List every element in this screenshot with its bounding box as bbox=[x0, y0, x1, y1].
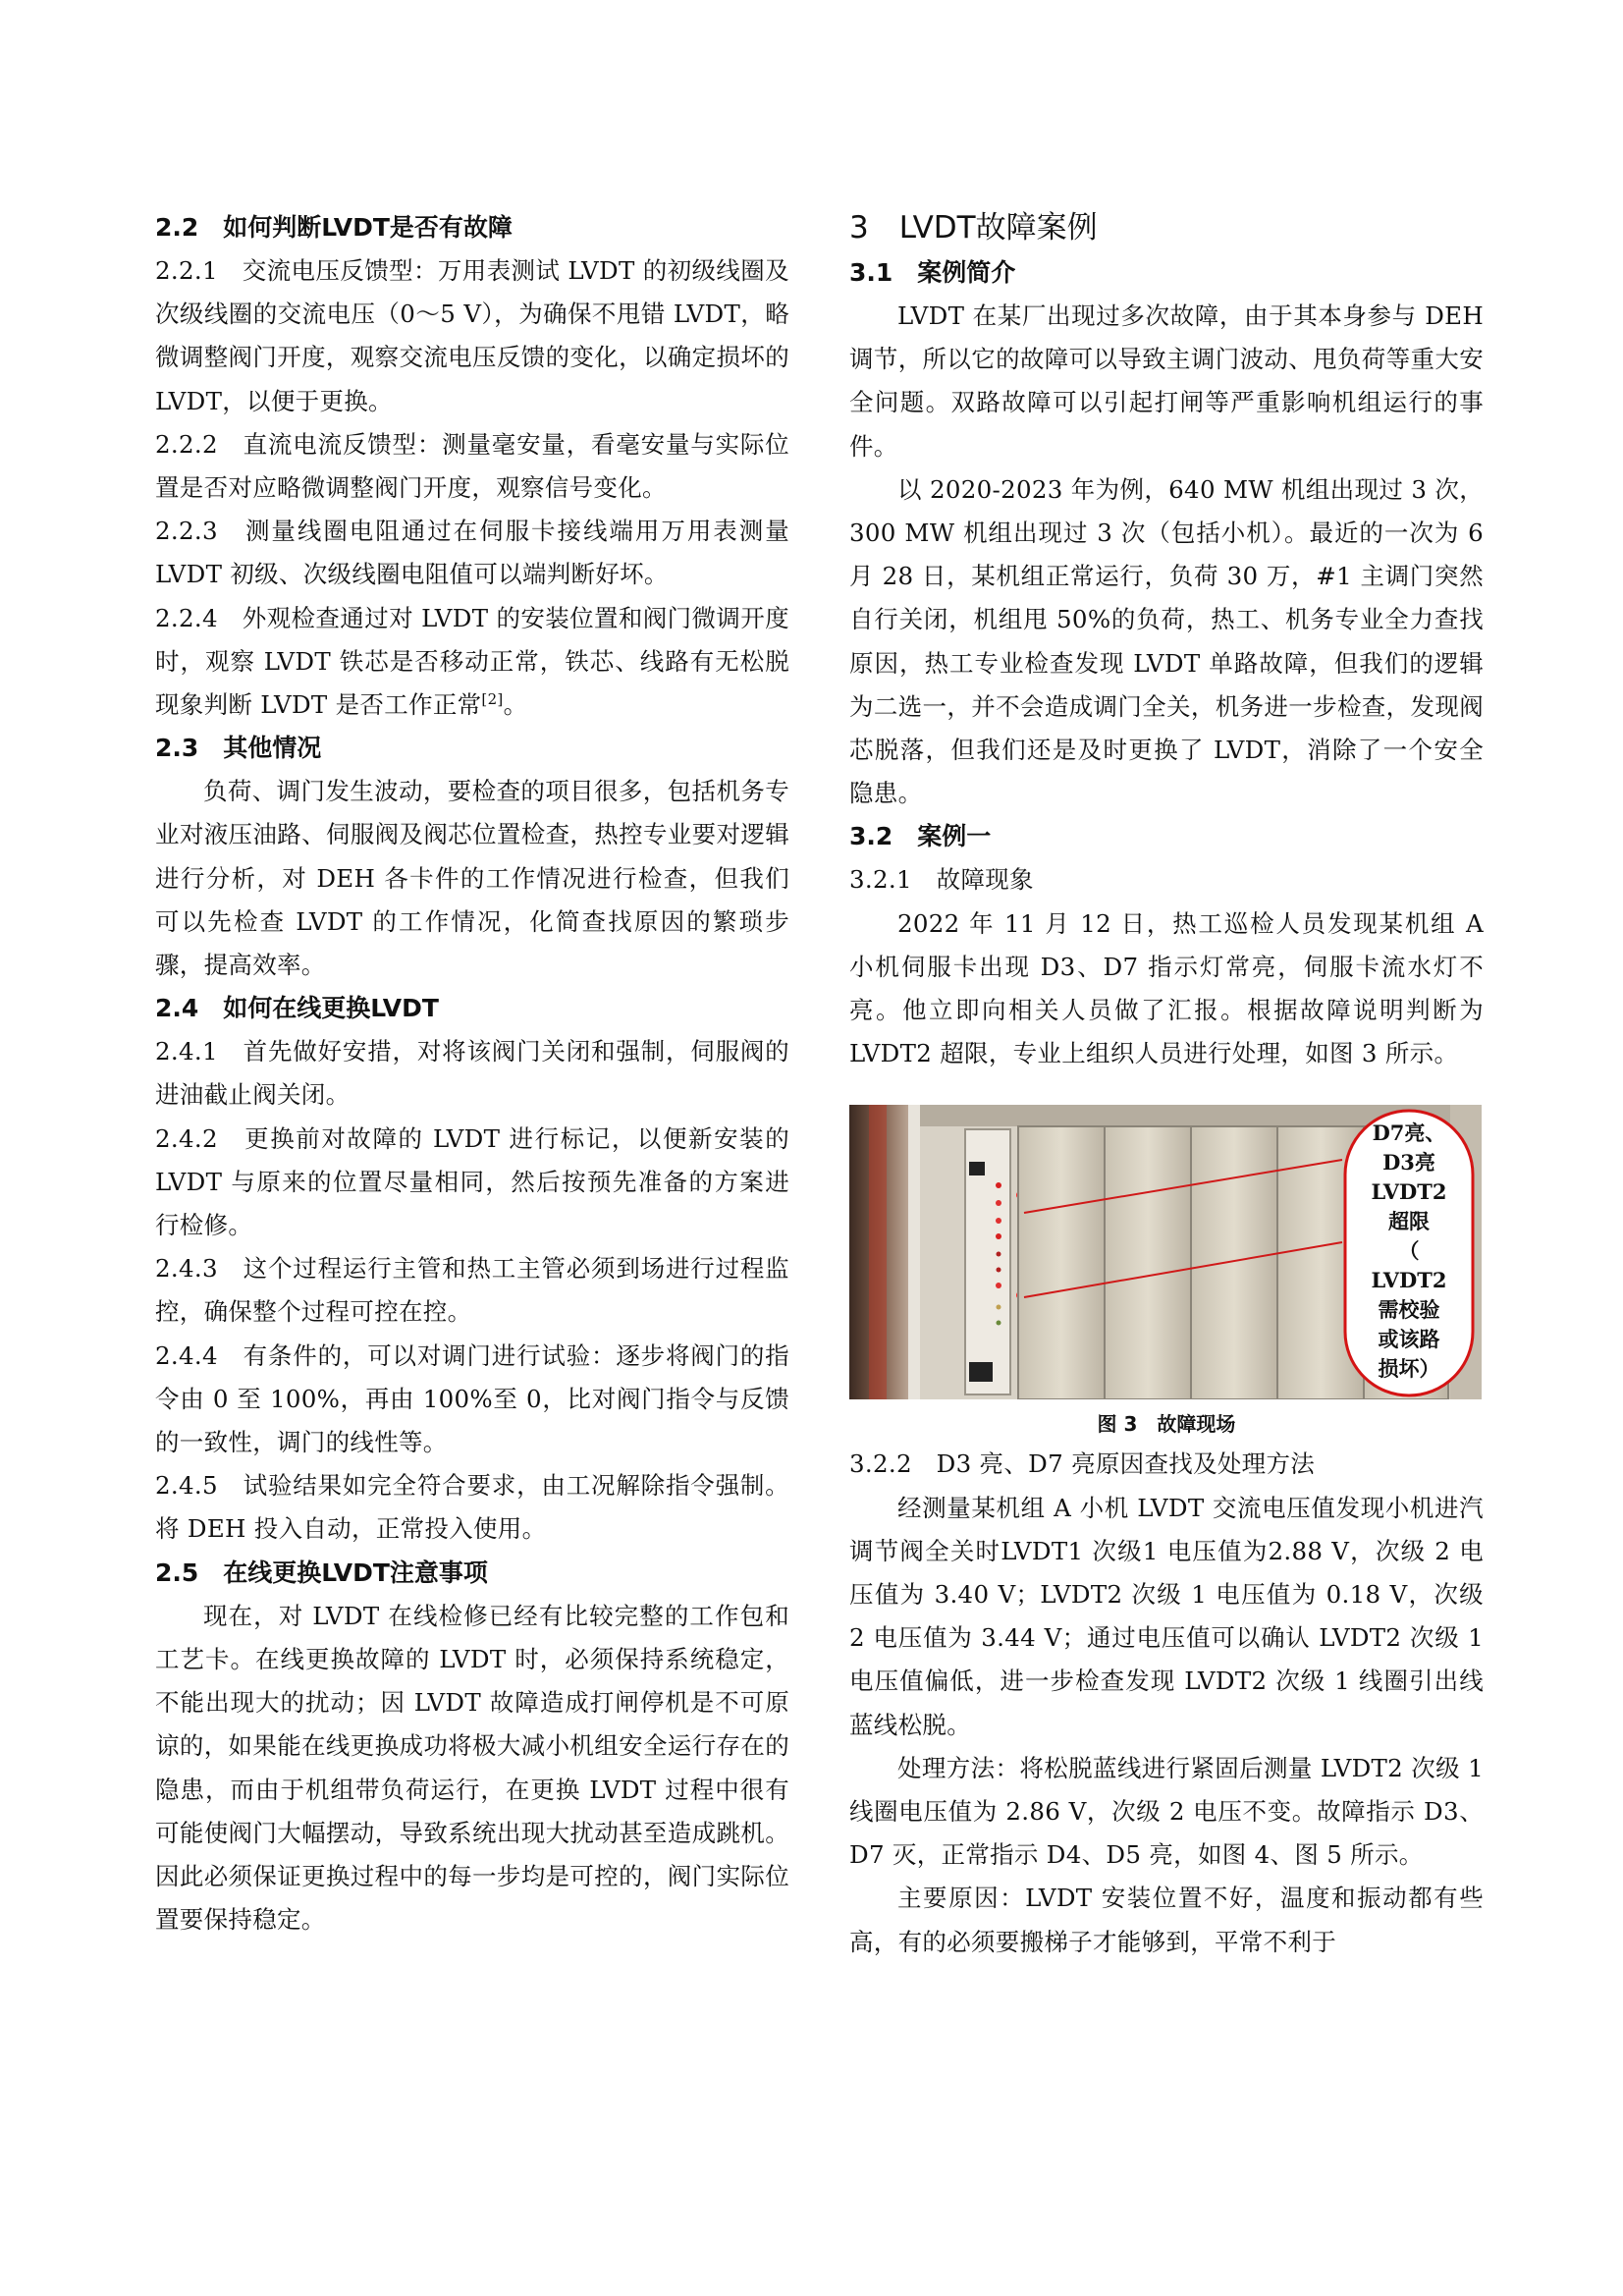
paragraph-2-5: 现在，对 LVDT 在线检修已经有比较完整的工作包和工艺卡。在线更换故障的 LVDT 时，必须保持系统稳定，不能出现大的扰动；因 LVDT 故障造成打闸停机是不可原谅的，如果能在线更换成功将极大减小机组安全运行存在的隐患，而由于机组带负荷运行，在更换 LVDT 过程中很有可能使阀门大幅摆动，导致系统出现大扰动甚至造成跳机。因此必须保证更换过程中的每一步均是可控的，阀门实际位置要保持稳定。 bbox=[155, 1601, 789, 1935]
left-column bbox=[155, 206, 789, 1941]
paragraph-3-2-2-c: 主要原因：LVDT 安装位置不好，温度和振动都有些高，有的必须要搬梯子才能够到，平常不利于 bbox=[849, 1884, 1484, 1956]
section-2-5-heading: 2.5 在线更换LVDT注意事项 bbox=[155, 1558, 488, 1587]
paragraph-3-2-2-b: 处理方法：将松脱蓝线进行紧固后测量 LVDT2 次级 1 线圈电压值为 2.86 V，次级 2 电压不变。故障指示 D3、D7 灭，正常指示 D4、D5 亮，如图 4、图 5 所示。 bbox=[849, 1753, 1484, 1870]
annotation-line-8: 或该路 bbox=[1378, 1327, 1440, 1352]
section-3-2-heading: 3.2 案例一 bbox=[849, 822, 992, 851]
paragraph-2-4-3: 2.4.3 这个过程运行主管和热工主管必须到场进行过程监控，确保整个过程可控在控。 bbox=[155, 1254, 789, 1327]
annotation-line-3: LVDT2 bbox=[1371, 1179, 1447, 1205]
paragraph-2-3: 负荷、调门发生波动，要检查的项目很多，包括机务专业对液压油路、伺服阀及阀芯位置检查，热控专业要对逻辑进行分析，对 DEH 各卡件的工作情况进行检查，但我们可以先检查 LVDT 的工作情况，化简查找原因的繁琐步骤，提高效率。 bbox=[155, 777, 789, 980]
paragraph-2-4-1: 2.4.1 首先做好安措，对将该阀门关闭和强制，伺服阀的进油截止阀关闭。 bbox=[155, 1037, 789, 1110]
annotation-line-1: D7亮、 bbox=[1372, 1121, 1446, 1146]
paragraph-2-2-2: 2.2.2 直流电流反馈型：测量毫安量，看毫安量与实际位置是否对应略微调整阀门开度，观察信号变化。 bbox=[155, 429, 789, 503]
annotation-line-5: （ bbox=[1398, 1238, 1420, 1264]
citation-ref-2: [2] bbox=[481, 689, 504, 708]
figure-annotation bbox=[1345, 1119, 1473, 1384]
paragraph-2-2-4 bbox=[155, 597, 789, 728]
paragraph-3-1-b: 以 2020-2023 年为例，640 MW 机组出现过 3 次，300 MW 机组出现过 3 次（包括小机）。最近的一次为 6 月 28 日，某机组正常运行，负荷 30 万，#1 主调门突然自行关闭，机组甩 50%的负荷，热工、机务专业全力查找原因，热工专业检查发现 LVDT 单路故障，但我们的逻辑为二选一，并不会造成调门全关，机务进一步检查，发现阀芯脱落，但我们还是及时更换了 LVDT，消除了一个安全隐患。 bbox=[849, 474, 1484, 808]
section-3-heading: 3 LVDT故障案例 bbox=[849, 210, 1098, 246]
annotation-line-9: 损坏） bbox=[1378, 1356, 1440, 1382]
paragraph-2-4-2: 2.4.2 更换前对故障的 LVDT 进行标记，以便新安装的 LVDT 与原来的位置尽量相同，然后按预先准备的方案进行检修。 bbox=[155, 1123, 789, 1240]
figure-3-caption: 图 3 故障现场 bbox=[1097, 1412, 1236, 1437]
section-3-2-2-heading: 3.2.2 D3 亮、D7 亮原因查找及处理方法 bbox=[849, 1449, 1316, 1479]
figure-3-photo bbox=[849, 1105, 1482, 1399]
paragraph-3-1-a: LVDT 在某厂出现过多次故障，由于其本身参与 DEH 调节，所以它的故障可以导致主调门波动、甩负荷等重大安全问题。双路故障可以引起打闸等严重影响机组运行的事件。 bbox=[849, 301, 1484, 461]
paragraph-2-4-5: 2.4.5 试验结果如完全符合要求，由工况解除指令强制。将 DEH 投入自动，正常投入使用。 bbox=[155, 1471, 789, 1544]
paragraph-2-2-1: 2.2.1 交流电压反馈型：万用表测试 LVDT 的初级线圈及次级线圈的交流电压（0～5 V），为确保不甩错 LVDT，略微调整阀门开度，观察交流电压反馈的变化，以确定损坏的 LVDT，以便于更换。 bbox=[155, 256, 789, 415]
section-3-1-heading: 3.1 案例简介 bbox=[849, 258, 1016, 287]
annotation-line-7: 需校验 bbox=[1378, 1297, 1440, 1323]
paragraph-3-2-1: 2022 年 11 月 12 日，热工巡检人员发现某机组 A 小机伺服卡出现 D3、D7 指示灯常亮，伺服卡流水灯不亮。他立即向相关人员做了汇报。根据故障说明判断为 LVDT2 超限，专业上组织人员进行处理，如图 3 所示。 bbox=[849, 908, 1484, 1068]
paragraph-2-2-3: 2.2.3 测量线圈电阻通过在伺服卡接线端用万用表测量 LVDT 初级、次级线圈电阻值可以端判断好坏。 bbox=[155, 517, 789, 589]
section-2-4-heading: 2.4 如何在线更换LVDT bbox=[155, 994, 439, 1023]
section-2-2-heading: 2.2 如何判断LVDT是否有故障 bbox=[155, 213, 513, 242]
paragraph-2-4-4: 2.4.4 有条件的，可以对调门进行试验：逐步将阀门的指令由 0 至 100%，再由 100%至 0，比对阀门指令与反馈的一致性，调门的线性等。 bbox=[155, 1340, 789, 1457]
section-3-2-1-heading: 3.2.1 故障现象 bbox=[849, 865, 1034, 895]
paragraph-3-2-2-a: 经测量某机组 A 小机 LVDT 交流电压值发现小机进汽调节阀全关时LVDT1 次级1 电压值为2.88 V，次级 2 电压值为 3.40 V；LVDT2 次级 1 电压值为 0.18 V，次级 2 电压值为 3.44 V；通过电压值可以确认 LVDT2 次级 1 电压值偏低，进一步检查发现 LVDT2 次级 1 线圈引出线蓝线松脱。 bbox=[849, 1493, 1484, 1739]
annotation-line-4: 超限 bbox=[1388, 1209, 1430, 1234]
section-2-3-heading: 2.3 其他情况 bbox=[155, 734, 322, 763]
paragraph-2-2-4-end: 。 bbox=[503, 690, 528, 720]
paragraph-2-2-4-text: 2.2.4 外观检查通过对 LVDT 的安装位置和阀门微调开度时，观察 LVDT 铁芯是否移动正常，铁芯、线路有无松脱现象判断 LVDT 是否工作正常 bbox=[155, 603, 789, 720]
right-column bbox=[849, 206, 1484, 1964]
annotation-line-6: LVDT2 bbox=[1371, 1268, 1447, 1293]
annotation-line-2: D3亮 bbox=[1382, 1150, 1435, 1175]
